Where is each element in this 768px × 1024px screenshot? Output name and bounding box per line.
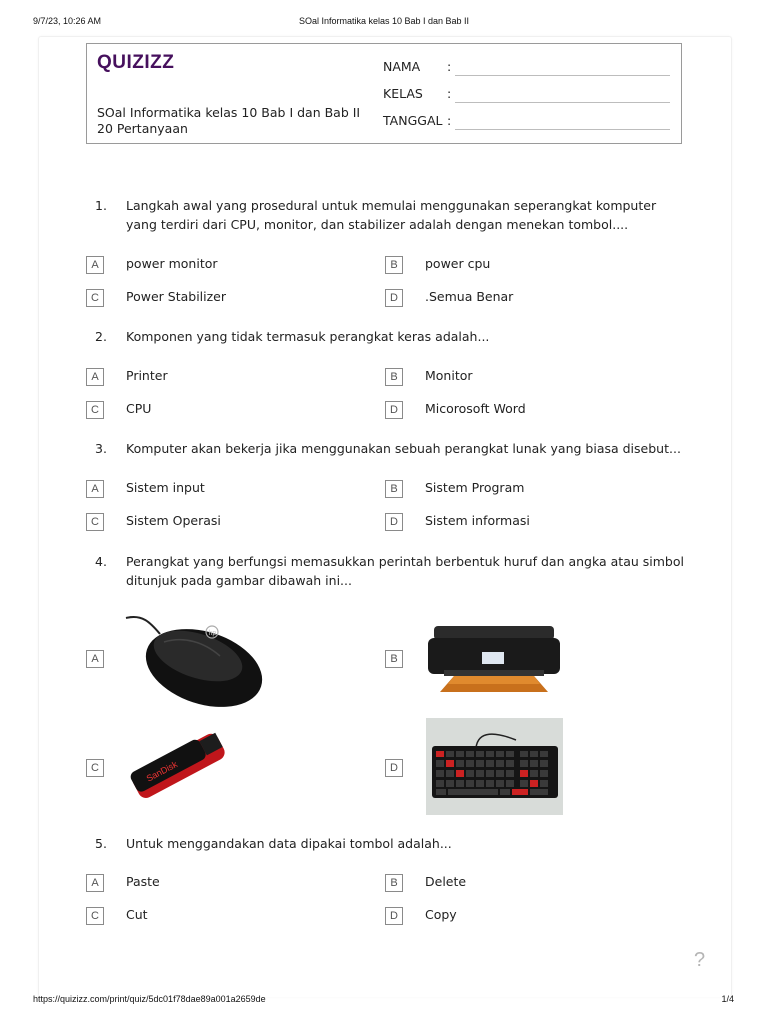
option-text: power cpu [425, 256, 491, 271]
option-text: Micorosoft Word [425, 401, 526, 416]
option-letter: A [86, 874, 104, 892]
option-text: Cut [126, 907, 148, 922]
keyboard-image [426, 718, 563, 815]
option-text: .Semua Benar [425, 289, 514, 304]
option-letter: B [385, 256, 403, 274]
name-colon: : [447, 59, 452, 74]
question-text: Komputer akan bekerja jika menggunakan sebuah perangkat lunak yang biasa disebut... [126, 441, 681, 456]
question-text: Untuk menggandakan data dipakai tombol adalah... [126, 836, 452, 851]
flashdisk-brand: SanDisk [144, 759, 179, 784]
option-letter: C [86, 401, 104, 419]
option-letter: C [86, 759, 104, 777]
option-text: Printer [126, 368, 168, 383]
class-label: KELAS [383, 86, 423, 101]
flashdisk-graphic [124, 722, 232, 808]
question-number: 4. [95, 554, 107, 569]
option-letter: A [86, 256, 104, 274]
option-letter: D [385, 401, 403, 419]
printer-graphic [424, 620, 564, 694]
quiz-header-box [86, 43, 682, 144]
name-line [455, 75, 670, 76]
question-number: 2. [95, 329, 107, 344]
print-doc-title: SOal Informatika kelas 10 Bab I dan Bab II [298, 16, 470, 26]
option-letter: D [385, 759, 403, 777]
question-number: 3. [95, 441, 107, 456]
option-letter: B [385, 368, 403, 386]
question-text: Perangkat yang berfungsi memasukkan perintah berbentuk huruf dan angka atau simbol ditunjuk pada gambar dibawah ini... [126, 554, 684, 588]
option-letter: B [385, 650, 403, 668]
option-text: Copy [425, 907, 457, 922]
option-text: Sistem input [126, 480, 205, 495]
option-text: Delete [425, 874, 467, 889]
option-letter: C [86, 289, 104, 307]
option-text: Power Stabilizer [126, 289, 227, 304]
help-icon[interactable]: ? [694, 949, 706, 971]
print-header [0, 16, 768, 30]
option-text: Sistem Program [425, 480, 525, 495]
question-number: 5. [95, 836, 107, 851]
option-letter: B [385, 480, 403, 498]
quiz-title: SOal Informatika kelas 10 Bab I dan Bab II [97, 105, 361, 120]
mouse-image [124, 612, 266, 710]
mouse-graphic [124, 612, 266, 710]
option-text: Sistem Operasi [126, 513, 221, 528]
date-line [455, 129, 670, 130]
mouse-brand: hp [208, 630, 217, 637]
option-letter: A [86, 368, 104, 386]
option-letter: B [385, 874, 403, 892]
option-text: Monitor [425, 368, 473, 383]
option-text: Sistem informasi [425, 513, 530, 528]
class-line [455, 102, 670, 103]
keyboard-graphic [426, 718, 563, 815]
date-label: TANGGAL [383, 113, 443, 128]
question-number: 1. [95, 198, 107, 213]
printer-image [424, 620, 564, 694]
date-colon: : [447, 113, 452, 128]
option-letter: D [385, 513, 403, 531]
option-letter: C [86, 907, 104, 925]
option-text: CPU [126, 401, 152, 416]
name-label: NAMA [383, 59, 421, 74]
option-letter: A [86, 650, 104, 668]
option-letter: A [86, 480, 104, 498]
option-letter: D [385, 907, 403, 925]
option-text: power monitor [126, 256, 218, 271]
question-count: 20 Pertanyaan [97, 121, 188, 136]
option-letter: D [385, 289, 403, 307]
page-number: 1/4 [721, 994, 734, 1004]
flashdisk-image [124, 722, 232, 808]
print-datetime: 9/7/23, 10:26 AM [33, 16, 102, 26]
question-text: Langkah awal yang prosedural untuk memulai menggunakan seperangkat komputer yang terdiri dari CPU, monitor, dan stabilizer adalah dengan menekan tombol.... [126, 198, 657, 232]
class-colon: : [447, 86, 452, 101]
quizizz-logo: QUIZIZZ [97, 52, 175, 73]
print-url[interactable]: https://quizizz.com/print/quiz/5dc01f78dae89a001a2659de [33, 994, 266, 1004]
print-footer [0, 994, 768, 1008]
option-text: Paste [126, 874, 160, 889]
question-text: Komponen yang tidak termasuk perangkat keras adalah... [126, 329, 490, 344]
option-letter: C [86, 513, 104, 531]
